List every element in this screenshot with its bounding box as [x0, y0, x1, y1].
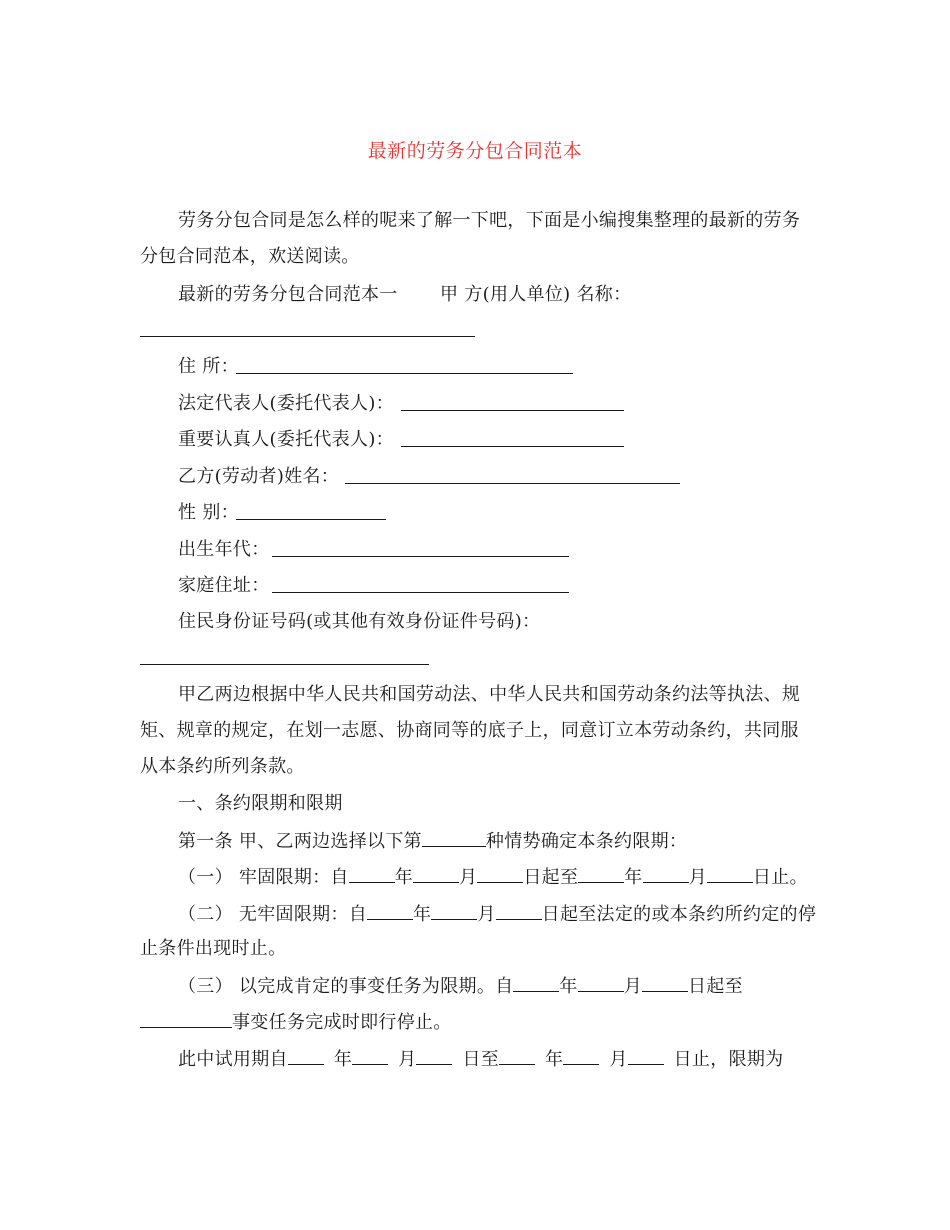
probation-day-unit-2: 日止，限期为: [673, 1049, 784, 1070]
gender-label: 性 别：: [178, 502, 239, 523]
article-one-line: [178, 828, 687, 854]
birth-label: 出生年代：: [178, 539, 270, 560]
probation-year-unit-1: 年: [333, 1049, 353, 1070]
fixed-year-blank-1: [349, 864, 395, 883]
legal-rep-blank: [401, 410, 624, 411]
task-term-label: （三） 以完成肯定的事变任务为限期。自: [178, 976, 514, 997]
article-one-text-b: 种情势确定本条约限期：: [485, 831, 688, 852]
probation-year-blank-1: [288, 1046, 324, 1065]
task-month-unit: 月: [623, 976, 643, 997]
probation-month-unit-2: 月: [609, 1049, 628, 1070]
probation-label: 此中试用期自: [178, 1049, 288, 1070]
probation-month-blank-2: [563, 1046, 599, 1065]
legal-rep-label: 法定代表人(委托代表人)：: [178, 393, 394, 414]
preamble-line-3: 从本条约所列条款。: [140, 756, 305, 777]
fixed-day-unit-2: 日止。: [752, 867, 808, 888]
party-b-name-label: 乙方(劳动者)姓名：: [178, 466, 340, 487]
fixed-month-blank-1: [413, 864, 459, 883]
task-term-line: [178, 973, 743, 999]
unfixed-day-blank: [496, 901, 542, 920]
unfixed-year-unit: 年: [413, 904, 432, 925]
probation-year-unit-2: 年: [545, 1049, 564, 1070]
fixed-term-line: [178, 864, 808, 890]
home-address-label: 家庭住址：: [178, 575, 270, 596]
main-contact-label: 重要认真人(委托代表人)：: [178, 429, 394, 450]
probation-month-unit-1: 月: [398, 1049, 417, 1070]
unfixed-term-line-2: 止条件出现时止。: [140, 938, 287, 959]
task-day-unit: 日起至: [688, 976, 743, 997]
clause-one-heading: 一、条约限期和限期: [178, 793, 343, 814]
fixed-day-blank-1: [477, 864, 523, 883]
fixed-year-unit-2: 年: [624, 867, 643, 888]
probation-day-blank-2: [628, 1046, 664, 1065]
fixed-month-unit-1: 月: [459, 867, 478, 888]
party-a-name-blank: [140, 336, 475, 337]
intro-line-2: 分包合同范本，欢送阅读。: [140, 246, 360, 267]
party-b-name-blank: [345, 483, 680, 484]
main-contact-blank: [401, 446, 624, 447]
probation-month-blank-1: [352, 1046, 388, 1065]
fixed-year-unit-1: 年: [394, 867, 414, 888]
fixed-day-blank-2: [707, 864, 753, 883]
birth-blank: [272, 556, 569, 557]
address-blank: [236, 373, 573, 374]
article-one-blank: [422, 828, 486, 847]
probation-day-blank-1: [416, 1046, 452, 1065]
fixed-year-blank-2: [578, 864, 624, 883]
unfixed-year-blank: [367, 901, 413, 920]
unfixed-month-unit: 月: [477, 904, 496, 925]
address-label: 住 所：: [178, 356, 239, 377]
preamble-line-1: 甲乙两边根据中华人民共和国劳动法、中华人民共和国劳动条约法等执法、规: [178, 684, 801, 705]
probation-line: [178, 1046, 783, 1072]
task-day-blank: [642, 973, 688, 992]
probation-year-blank-2: [499, 1046, 535, 1065]
fixed-month-blank-2: [643, 864, 689, 883]
document-title: 最新的劳务分包合同范本: [367, 140, 583, 162]
id-number-blank: [140, 664, 429, 665]
party-a-name-label: 甲 方(用人单位) 名称：: [440, 284, 632, 305]
intro-line-1: 劳务分包合同是怎么样的呢来了解一下吧，下面是小编搜集整理的最新的劳务: [178, 210, 801, 231]
task-year-unit: 年: [559, 976, 578, 997]
fixed-month-unit-2: 月: [688, 867, 707, 888]
task-description-blank: [140, 1009, 232, 1028]
section-heading-left: 最新的劳务分包合同范本一: [178, 284, 398, 305]
article-one-text-a: 第一条 甲、乙两边选择以下第: [178, 831, 422, 852]
task-month-blank: [578, 973, 624, 992]
task-term-line-2: [140, 1009, 452, 1035]
task-term-text: 事变任务完成时即行停止。: [232, 1012, 452, 1033]
unfixed-month-blank: [431, 901, 477, 920]
probation-day-unit-1: 日至: [462, 1049, 500, 1070]
unfixed-term-label: （二） 无牢固限期：自: [178, 904, 368, 925]
home-address-blank: [272, 592, 569, 593]
id-number-label: 住民身份证号码(或其他有效身份证件号码)：: [178, 611, 541, 632]
fixed-term-label: （一） 牢固限期：自: [178, 867, 349, 888]
task-year-blank: [513, 973, 559, 992]
gender-blank: [236, 519, 386, 520]
fixed-day-unit-1: 日起至: [523, 867, 579, 888]
unfixed-term-line: [178, 901, 816, 927]
unfixed-day-unit: 日起至法定的或本条约所约定的停: [541, 904, 817, 925]
preamble-line-2: 矩、规章的规定，在划一志愿、协商同等的底子上，同意订立本劳动条约，共同服: [140, 720, 799, 741]
